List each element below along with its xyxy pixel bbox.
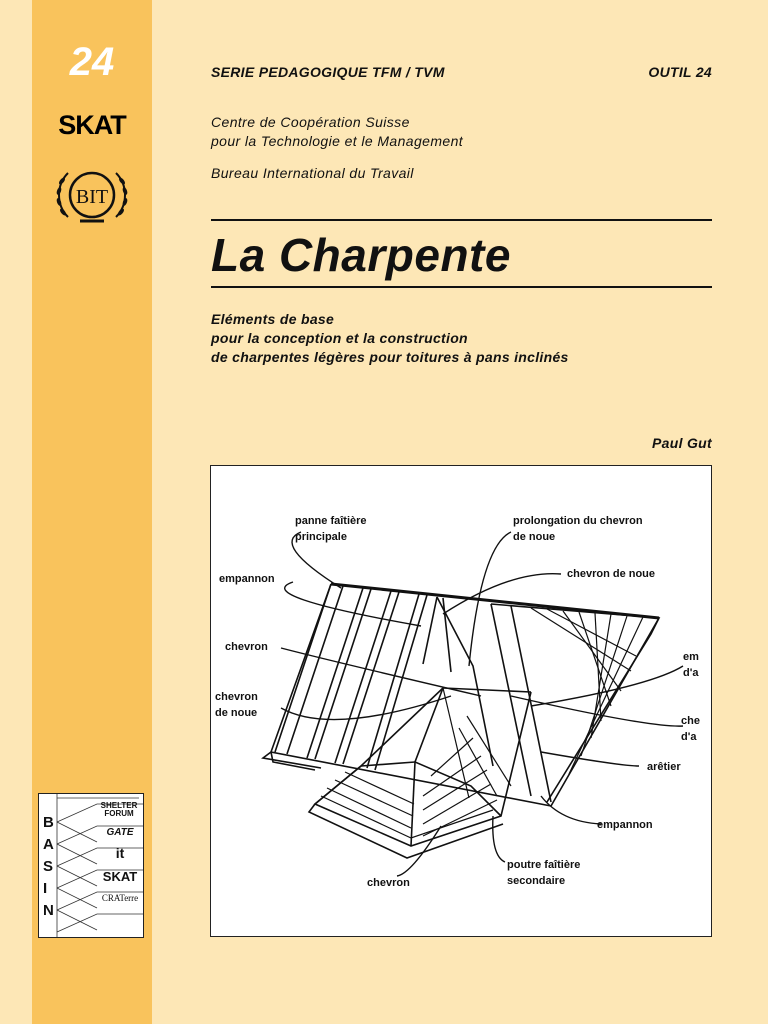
label-em-cut-2: d'a [683, 667, 699, 679]
label-prolongation-2: de noue [513, 531, 556, 543]
series-number: 24 [69, 40, 115, 84]
label-chevron-left: chevron [225, 641, 268, 653]
label-aretier: arêtier [647, 761, 681, 773]
org-line-2: pour la Technologie et le Management [211, 133, 464, 149]
subtitle-line-2: pour la conception et la construction [211, 330, 468, 346]
label-empannon-left: empannon [219, 573, 275, 585]
roof-frame-drawing [211, 466, 712, 937]
skat-small-logo: SKAT [102, 869, 138, 884]
label-che-cut-2: d'a [681, 731, 697, 743]
label-panne-faitiere-1: panne faîtière [295, 515, 367, 527]
label-em-cut-1: em [683, 651, 699, 663]
subtitle-line-1: Eléments de base [211, 311, 335, 327]
bit-logo-text: BIT [75, 186, 109, 208]
org-line-1: Centre de Coopération Suisse [211, 114, 410, 130]
document-title: La Charpente [211, 229, 511, 281]
label-poutre-1: poutre faîtière [507, 859, 581, 871]
label-prolongation-1: prolongation du chevron [513, 515, 643, 527]
subtitle [211, 310, 569, 367]
basin-letter-s: S [43, 858, 54, 875]
label-chevron-de-noue-left-2: de noue [215, 707, 258, 719]
basin-partner-box [38, 793, 144, 938]
shelter-forum-logo: SHELTER FORUM [100, 801, 138, 818]
subtitle-line-3: de charpentes légères pour toitures à pans inclinés [211, 349, 569, 365]
label-che-cut-1: che [681, 715, 700, 727]
basin-letter-i: I [43, 880, 48, 897]
basin-letter-a: A [43, 836, 54, 853]
skat-logo: SKAT [58, 110, 126, 140]
it-logo: it [115, 845, 125, 861]
gate-logo: GATE [106, 827, 134, 838]
label-panne-faitiere-2: principale [295, 531, 347, 543]
title-rule-bottom [211, 286, 712, 288]
basin-letter-n: N [43, 902, 54, 919]
basin-letter-b: B [43, 814, 54, 831]
org-line-3: Bureau International du Travail [211, 165, 414, 181]
label-chevron-bottom: chevron [367, 877, 410, 889]
label-chevron-de-noue-left-1: chevron [215, 691, 258, 703]
label-poutre-2: secondaire [507, 875, 566, 887]
label-empannon-right: empannon [597, 819, 653, 831]
roof-frame-illustration [210, 465, 712, 937]
author: Paul Gut [652, 435, 712, 451]
craterre-logo: CRATerre [101, 893, 139, 903]
series-title: SERIE PEDAGOGIQUE TFM / TVM [211, 64, 445, 80]
bit-logo [52, 165, 132, 229]
title-rule-top [211, 219, 712, 221]
label-chevron-de-noue-right: chevron de noue [567, 568, 656, 580]
tool-number: OUTIL 24 [648, 64, 712, 80]
